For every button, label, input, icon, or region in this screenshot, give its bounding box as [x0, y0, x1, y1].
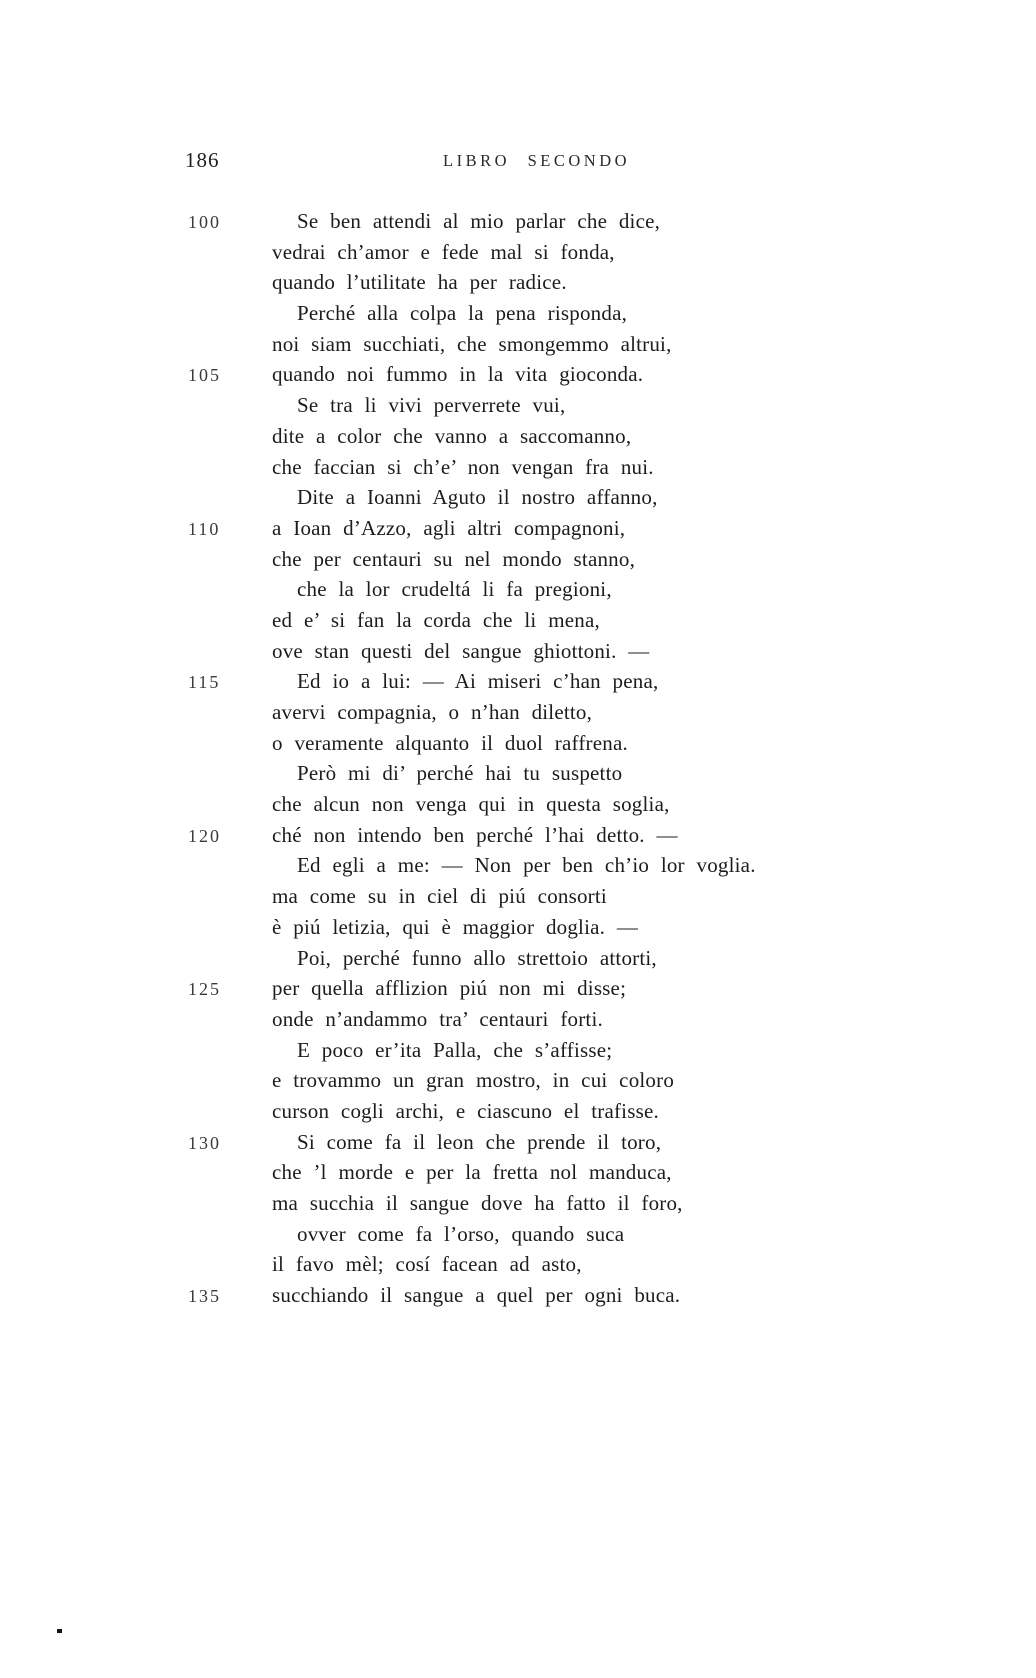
- verse-text: il favo mèl; cosí facean ad asto,: [272, 1252, 582, 1277]
- verse-line: [188, 1249, 888, 1280]
- verse-line-number: 125: [188, 979, 221, 1000]
- verse-text: Se tra li vivi perverrete vui,: [297, 393, 566, 418]
- verse-text: ed e’ si fan la corda che li mena,: [272, 607, 600, 632]
- verse-text: è piú letizia, qui è maggior doglia. —: [272, 914, 639, 939]
- verse-text: Dite a Ioanni Aguto il nostro affanno,: [297, 485, 658, 510]
- verse-line: [188, 206, 888, 237]
- verse-line: [188, 912, 888, 943]
- verse-text: che faccian si ch’e’ non vengan fra nui.: [272, 454, 654, 479]
- verse-line-number: 100: [188, 212, 221, 232]
- verse-line: [188, 758, 888, 789]
- verse-line: [188, 666, 888, 697]
- verse-text: che la lor crudeltá li fa pregioni,: [297, 577, 612, 602]
- verse-text: Però mi di’ perché hai tu suspetto: [297, 761, 623, 786]
- verse-text: quando l’utilitate ha per radice.: [272, 270, 567, 295]
- scan-speck: [57, 1629, 62, 1633]
- verse-line: [188, 482, 888, 513]
- verse-line: [188, 267, 888, 298]
- verse-line: [188, 1157, 888, 1188]
- verse-line: [188, 697, 888, 728]
- verse-line: [188, 329, 888, 360]
- verse-text: succhiando il sangue a quel per ogni buca.: [272, 1283, 681, 1308]
- verse-text: Ed io a lui: — Ai miseri c’han pena,: [297, 669, 659, 694]
- verse-line: [188, 881, 888, 912]
- verse-line: [188, 820, 888, 851]
- verse-text: dite a color che vanno a saccomanno,: [272, 423, 632, 448]
- verse-line: [188, 1035, 888, 1066]
- verse-text: curson cogli archi, e ciascuno el trafisse.: [272, 1098, 659, 1123]
- verse-text: che per centauri su nel mondo stanno,: [272, 546, 636, 571]
- running-title: LIBRO SECONDO: [443, 151, 631, 170]
- verse-text: ché non intendo ben perché l’hai detto. —: [272, 822, 678, 847]
- verse-text: ove stan questi del sangue ghiottoni. —: [272, 638, 650, 663]
- verse-text: che ’l morde e per la fretta nol manduca,: [272, 1160, 672, 1185]
- verse-line: [188, 1188, 888, 1219]
- verse-line: [188, 298, 888, 329]
- verse-text: vedrai ch’amor e fede mal si fonda,: [272, 239, 615, 264]
- verse-line: [188, 1219, 888, 1250]
- verse-text: onde n’andammo tra’ centauri forti.: [272, 1006, 603, 1031]
- verse-line: [188, 1065, 888, 1096]
- verse-text: Perché alla colpa la pena risponda,: [297, 301, 628, 326]
- verse-line-number: 135: [188, 1286, 221, 1307]
- running-header: [0, 148, 1036, 176]
- verse-line: [188, 1280, 888, 1311]
- verse-text: o veramente alquanto il duol raffrena.: [272, 730, 628, 755]
- verse-text: per quella afflizion piú non mi disse;: [272, 976, 627, 1001]
- poem-body: [188, 206, 888, 1311]
- verse-line: [188, 943, 888, 974]
- verse-line: [188, 544, 888, 575]
- verse-line-number: 105: [188, 365, 221, 386]
- verse-line-number: 120: [188, 825, 221, 846]
- verse-line: [188, 636, 888, 667]
- verse-line-number: 110: [188, 518, 221, 539]
- verse-line: [188, 850, 888, 881]
- verse-line: [188, 973, 888, 1004]
- verse-text: e trovammo un gran mostro, in cui coloro: [272, 1068, 675, 1093]
- verse-text: Ed egli a me: — Non per ben ch’io lor voglia.: [297, 853, 756, 878]
- verse-text: a Ioan d’Azzo, agli altri compagnoni,: [272, 515, 626, 540]
- verse-text: Si come fa il leon che prende il toro,: [297, 1129, 662, 1154]
- verse-line: [188, 1096, 888, 1127]
- verse-line-number: 130: [188, 1132, 221, 1153]
- page-number: 186: [185, 148, 220, 172]
- verse-line: [188, 728, 888, 759]
- verse-text: quando noi fummo in la vita gioconda.: [272, 362, 644, 387]
- verse-text: noi siam succhiati, che smongemmo altrui,: [272, 331, 672, 356]
- verse-line: [188, 789, 888, 820]
- verse-text: ovver come fa l’orso, quando suca: [297, 1221, 625, 1246]
- verse-text: E poco er’ita Palla, che s’affisse;: [297, 1037, 613, 1062]
- verse-text: Poi, perché funno allo strettoio attorti,: [297, 945, 657, 970]
- verse-line: [188, 1004, 888, 1035]
- verse-line: [188, 359, 888, 390]
- verse-text: avervi compagnia, o n’han diletto,: [272, 700, 593, 724]
- verse-text: ma succhia il sangue dove ha fatto il foro,: [272, 1191, 683, 1215]
- verse-line: [188, 605, 888, 636]
- verse-text: che alcun non venga qui in questa soglia,: [272, 792, 670, 817]
- verse-line: [188, 1127, 888, 1158]
- verse-line: [188, 513, 888, 544]
- verse-line-number: 115: [188, 672, 221, 693]
- verse-text: ma come su in ciel di piú consorti: [272, 884, 607, 909]
- verse-line: [188, 574, 888, 605]
- verse-line: [188, 237, 888, 268]
- verse-line: [188, 452, 888, 483]
- verse-line: [188, 421, 888, 452]
- verse-line: [188, 390, 888, 421]
- verse-text: Se ben attendi al mio parlar che dice,: [297, 209, 661, 233]
